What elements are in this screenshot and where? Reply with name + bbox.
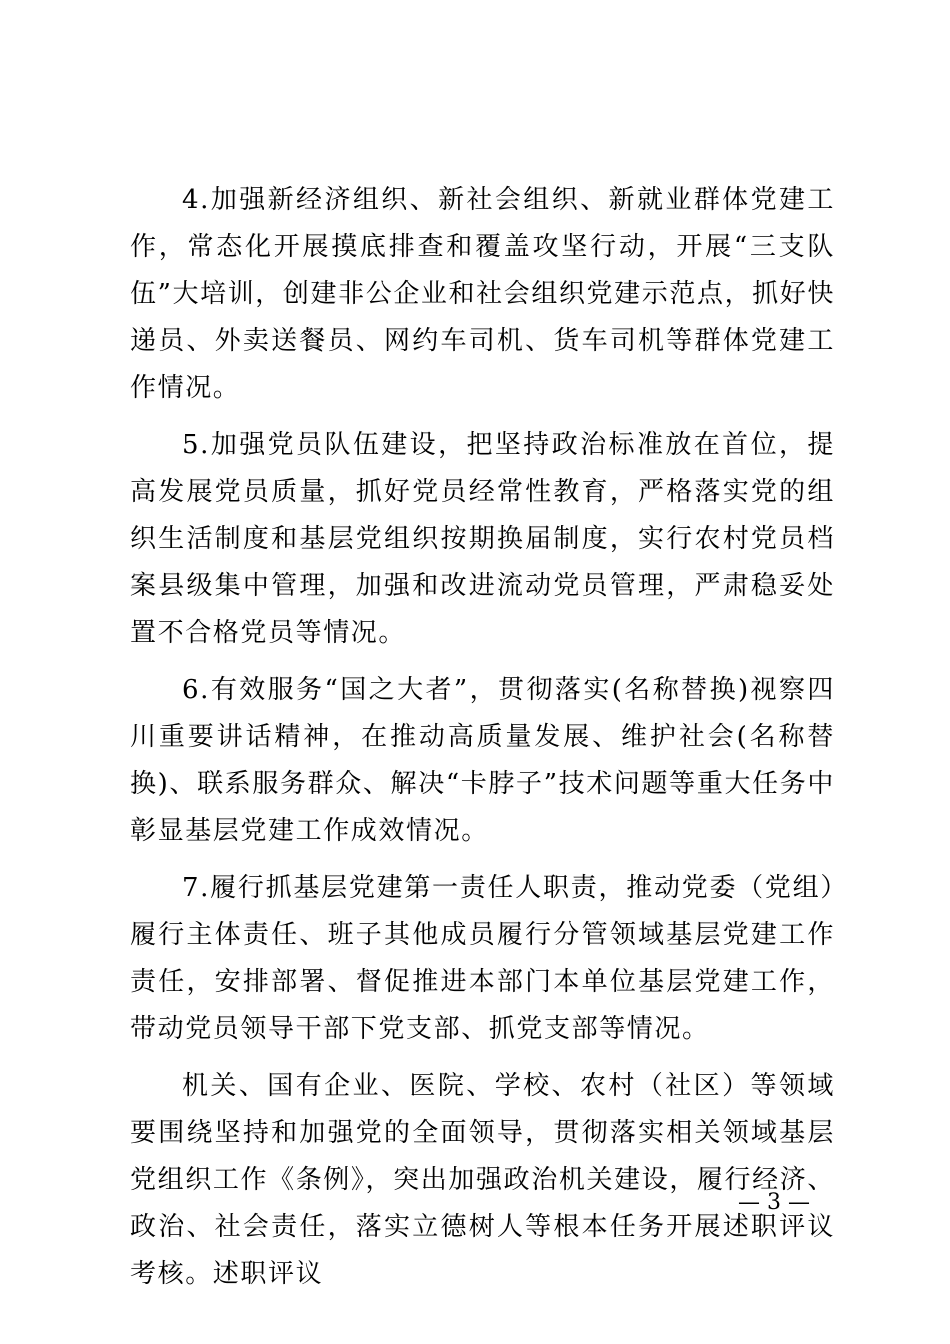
paragraph-item-6: 6.有效服务“国之大者”，贯彻落实(名称替换)视察四川重要讲话精神，在推动高质量发展、维护社会(名称替换)、联系服务群众、解决“卡脖子”技术问题等重大任务中彰显基层党建工作成效情况。 bbox=[130, 675, 835, 846]
paragraph-item-4: 4.加强新经济组织、新社会组织、新就业群体党建工作，常态化开展摸底排查和覆盖攻坚行动，开展“三支队伍”大培训，创建非公企业和社会组织党建示范点，抓好快递员、外卖送餐员、网约车司机、货车司机等群体党建工作情况。 bbox=[130, 185, 835, 403]
document-body bbox=[130, 177, 835, 1308]
paragraph-requirements: 机关、国有企业、医院、学校、农村（社区）等领域要围绕坚持和加强党的全面领导，贯彻落实相关领域基层党组织工作《条例》，突出加强政治机关建设，履行经济、政治、社会责任，落实立德树人等根本任务开展述职评议考核。述职评议 bbox=[130, 1071, 835, 1289]
paragraph-item-5: 5.加强党员队伍建设，把坚持政治标准放在首位，提高发展党员质量，抓好党员经常性教育，严格落实党的组织生活制度和基层党组织按期换届制度，实行农村党员档案县级集中管理，加强和改进流动党员管理，严肃稳妥处置不合格党员等情况。 bbox=[130, 430, 835, 648]
page-number: — 3 — bbox=[738, 1190, 810, 1215]
paragraph-item-7: 7.履行抓基层党建第一责任人职责，推动党委（党组）履行主体责任、班子其他成员履行分管领域基层党建工作责任，安排部署、督促推进本部门本单位基层党建工作，带动党员领导干部下党支部、抓党支部等情况。 bbox=[130, 873, 835, 1044]
